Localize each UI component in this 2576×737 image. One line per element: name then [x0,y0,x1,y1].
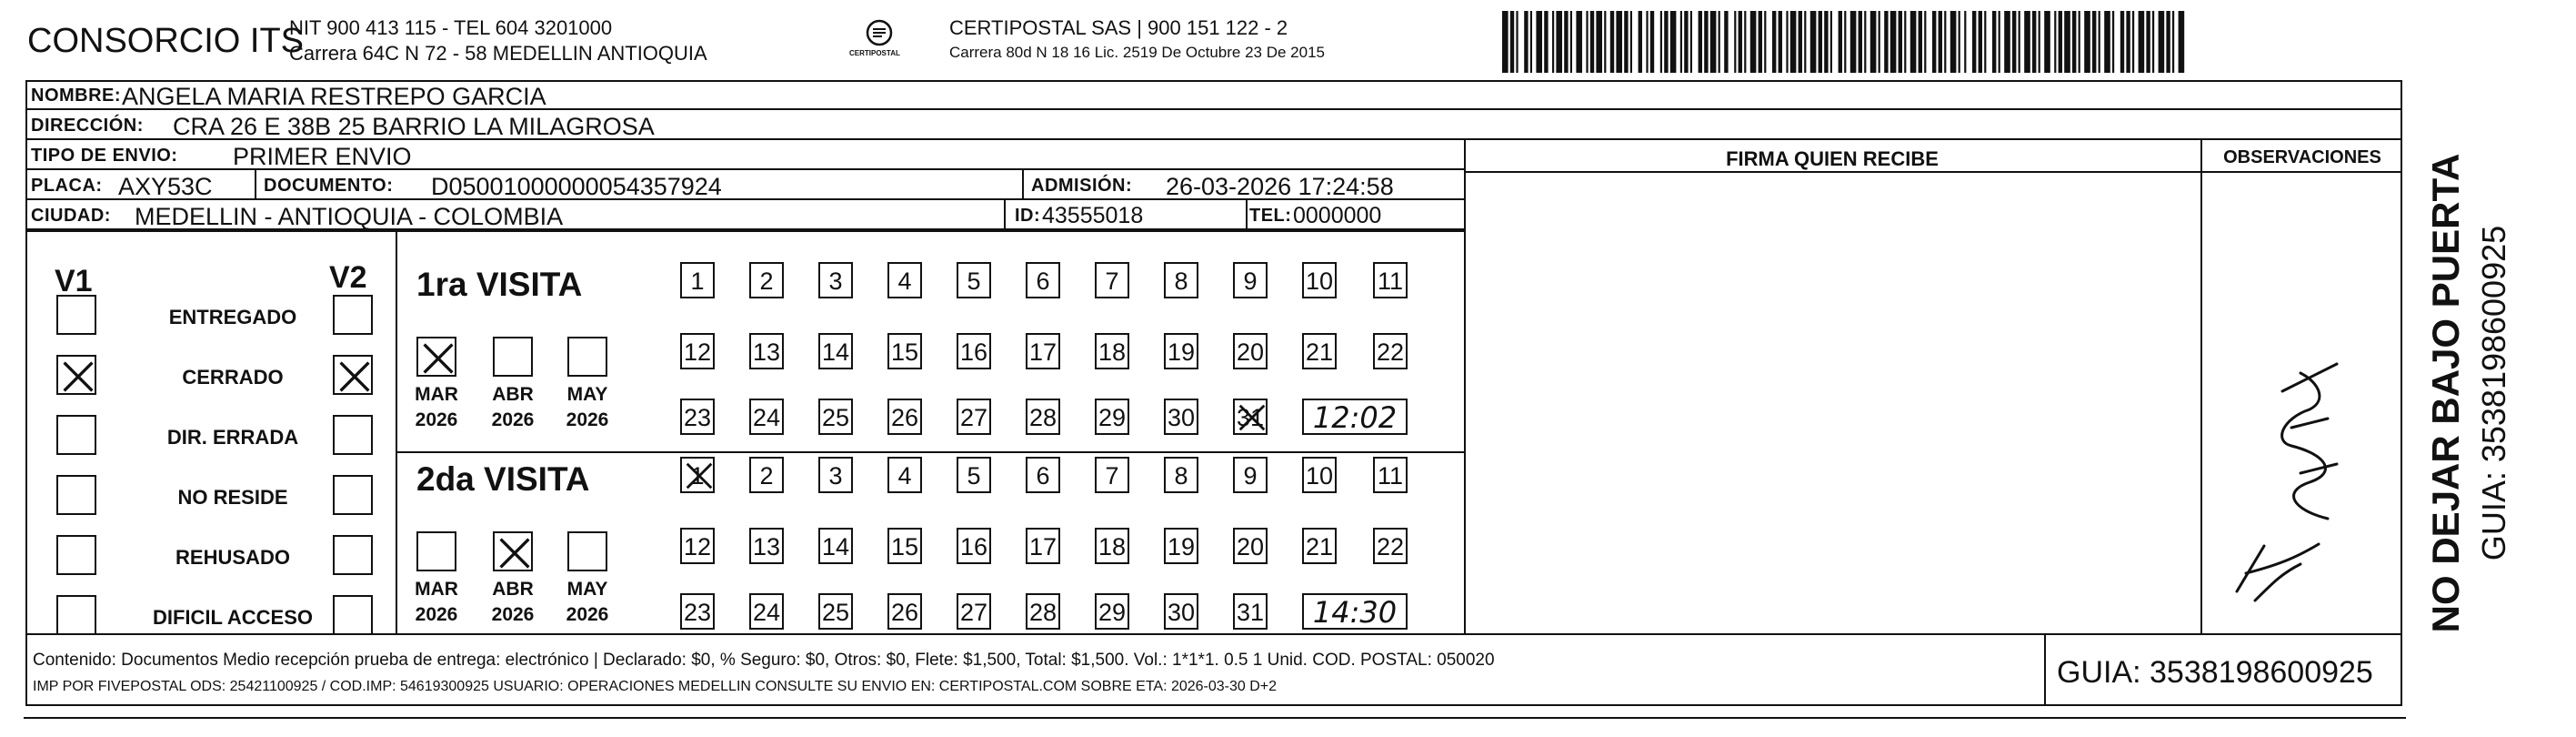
visit2-day-14[interactable]: 14 [818,528,853,564]
barcode-bar [1710,11,1717,73]
ciudad-value: MEDELLIN - ANTIOQUIA - COLOMBIA [135,203,564,230]
barcode-bar [1870,11,1877,73]
barcode-bar [1690,11,1692,73]
visit2-day-31[interactable]: 31 [1233,593,1268,630]
barcode-bar [2039,11,2040,73]
visit1-day-30[interactable]: 30 [1164,399,1198,435]
visit1-day-17[interactable]: 17 [1026,333,1060,369]
v2-checkbox-rehusado[interactable] [333,535,373,575]
barcode-bar [2179,11,2185,73]
status-label-cerrado: CERRADO [182,366,284,389]
barcode-bar [1699,11,1702,73]
visit1-day-28[interactable]: 28 [1026,399,1060,435]
visit1-day-18[interactable]: 18 [1095,333,1129,369]
visit1-day-22[interactable]: 22 [1373,333,1408,369]
visit2-day-26[interactable]: 26 [887,593,922,630]
tipo-label: TIPO DE ENVIO: [31,146,178,166]
visit2-day-18[interactable]: 18 [1095,528,1129,564]
barcode-bar [1680,11,1682,73]
barcode-bar [1884,11,1888,73]
barcode-bar [1744,11,1746,73]
visit2-day-17[interactable]: 17 [1026,528,1060,564]
company-address: Carrera 64C N 72 - 58 MEDELLIN ANTIOQUIA [289,42,707,65]
v2-label: V2 [329,260,367,295]
visit1-day-14[interactable]: 14 [818,333,853,369]
visit1-day-29[interactable]: 29 [1095,399,1129,435]
barcode-bar [2126,11,2130,73]
visit2-month-label-may: MAY 2026 [566,579,609,625]
visit2-day-7[interactable]: 7 [1095,457,1129,493]
barcode-bar [2152,11,2154,73]
side-guia: GUIA: 3538198600925 [2475,225,2512,561]
visit1-day-7[interactable]: 7 [1095,262,1129,298]
v1-checkbox-no-reside[interactable] [56,475,96,515]
placa-label: PLACA: [31,176,103,196]
barcode-bar [1972,11,1976,73]
barcode-bar [1704,11,1708,73]
visit1-day-19[interactable]: 19 [1164,333,1198,369]
visit2-day-9[interactable]: 9 [1233,457,1268,493]
barcode-bar [1779,11,1782,73]
company-nit: NIT 900 413 115 - TEL 604 3201000 [289,16,613,39]
row-tipo [27,140,1466,170]
visit1-day-31[interactable]: 31 [1233,399,1268,435]
barcode-bar [1984,11,1986,73]
v2-checkbox-no-reside[interactable] [333,475,373,515]
barcode-bar [2084,11,2090,73]
barcode-bar [1510,11,1514,73]
status-label-no-reside: NO RESIDE [177,486,288,509]
visit2-title: 2da VISITA [416,460,590,498]
row-nombre [27,80,2402,110]
barcode-bar [1890,11,1897,73]
visit2-day-16[interactable]: 16 [957,528,991,564]
barcode-bar [1660,11,1662,73]
visit1-day-27[interactable]: 27 [957,399,991,435]
visit1-day-24[interactable]: 24 [749,399,784,435]
barcode-bar [1750,11,1757,73]
handwritten-signature [2219,328,2364,619]
barcode-bar [2004,11,2010,73]
visit2-day-6[interactable]: 6 [1026,457,1060,493]
visit2-day-2[interactable]: 2 [749,457,784,493]
visit2-day-10[interactable]: 10 [1302,457,1337,493]
barcode-bar [1910,11,1917,73]
visit2-day-28[interactable]: 28 [1026,593,1060,630]
visit1-day-11[interactable]: 11 [1373,262,1408,298]
signature-field[interactable] [1468,175,2197,633]
visit2-day-22[interactable]: 22 [1373,528,1408,564]
barcode-bar [1786,11,1788,73]
barcode-bar [2112,11,2114,73]
barcode-bar [2019,11,2020,73]
barcode-bar [1950,11,1957,73]
visit2-day-19[interactable]: 19 [1164,528,1198,564]
barcode-bar [2032,11,2036,73]
barcode-bar [1819,11,1822,73]
barcode-bar [1864,11,1866,73]
barcode [1502,11,2417,73]
barcode-bar [1544,11,1548,73]
barcode-bar [1919,11,1922,73]
barcode-bar [2054,11,2056,73]
barcode-bar [1596,11,1602,73]
barcode-bar [1536,11,1542,73]
id-value: 43555018 [1042,203,1144,228]
barcode-bar [1639,11,1642,73]
barcode-bar [1844,11,1846,73]
barcode-bar [1759,11,1762,73]
barcode-bar [2132,11,2134,73]
placa-value: AXY53C [118,173,213,200]
barcode-bar [1992,11,1996,73]
visit1-day-15[interactable]: 15 [887,333,922,369]
v2-checkbox-dificil-acceso[interactable] [333,595,373,635]
barcode-bar [1684,11,1688,73]
nombre-label: NOMBRE: [31,86,122,106]
status-label-entregado: ENTREGADO [168,306,297,328]
barcode-bar [1799,11,1802,73]
barcode-bar [2120,11,2124,73]
visit1-day-21[interactable]: 21 [1302,333,1337,369]
barcode-bar [1839,11,1842,73]
footer-line2: IMP POR FIVEPOSTAL ODS: 25421100925 / COD.IMP: 54619300925 USUARIO: OPERACIONES MEDELLIN CONSULTE SU ENVIO EN: CERTIPOSTAL.COM SOBRE ETA: 2026-03-30 D+2 [33,679,1278,694]
visit1-day-5[interactable]: 5 [957,262,991,298]
fold-line [24,717,2406,719]
visit1-day-25[interactable]: 25 [818,399,853,435]
visit1-day-2[interactable]: 2 [749,262,784,298]
v1-checkbox-entregado[interactable] [56,295,96,335]
footer-guia: GUIA: 3538198600925 [2057,655,2373,690]
observaciones-header: OBSERVACIONES [2223,147,2381,167]
barcode-bar [1899,11,1902,73]
documento-value: D05001000000054357924 [431,173,722,200]
tel-label: TEL: [1249,206,1292,226]
v1-checkbox-dificil-acceso[interactable] [56,595,96,635]
direccion-value: CRA 26 E 38B 25 BARRIO LA MILAGROSA [173,113,655,140]
v2-checkbox-dir-errada[interactable] [333,415,373,455]
ciudad-label: CIUDAD: [31,206,111,226]
side-title: NO DEJAR BAJO PUERTA [2424,153,2467,633]
barcode-bar [1719,11,1720,73]
visit2-month-box-abr[interactable] [493,531,533,571]
visit1-title: 1ra VISITA [416,266,583,303]
barcode-bar [1524,11,1528,73]
barcode-bar [2079,11,2080,73]
visit1-day-1[interactable]: 1 [680,262,715,298]
barcode-bar [2139,11,2145,73]
barcode-bar [1530,11,1532,73]
barcode-bar [2064,11,2070,73]
visit2-day-27[interactable]: 27 [957,593,991,630]
v1-checkbox-cerrado[interactable] [56,355,96,395]
barcode-bar [1616,11,1622,73]
barcode-bar [1610,11,1614,73]
barcode-bar [1734,11,1736,73]
v2-checkbox-entregado[interactable] [333,295,373,335]
barcode-bar [2092,11,2096,73]
barcode-bar [1564,11,1568,73]
visit2-day-23[interactable]: 23 [680,593,715,630]
visit2-day-29[interactable]: 29 [1095,593,1129,630]
barcode-bar [1879,11,1880,73]
barcode-bar [1924,11,1926,73]
barcode-bar [1772,11,1776,73]
visit2-day-8[interactable]: 8 [1164,457,1198,493]
barcode-bar [2146,11,2150,73]
admision-value: 26-03-2026 17:24:58 [1166,173,1394,200]
barcode-bar [1964,11,1966,73]
barcode-bar [1604,11,1606,73]
footer-line1: Contenido: Documentos Medio recepción prueba de entrega: electrónico | Declarado: $0, % Seguro: $0, Otros: $0, Flete: $1,500, Total: $1,500. Vol.: 1*1*1. 0.5 1 Unid. COD. POSTAL: 050020 [33,651,1495,670]
barcode-bar [1764,11,1766,73]
nombre-value: ANGELA MARIA RESTREPO GARCIA [122,83,546,110]
barcode-bar [1850,11,1857,73]
visit2-day-20[interactable]: 20 [1233,528,1268,564]
visit1-day-8[interactable]: 8 [1164,262,1198,298]
firma-header: FIRMA QUIEN RECIBE [1726,147,1939,170]
visit1-day-16[interactable]: 16 [957,333,991,369]
barcode-bar [1944,11,1946,73]
visit2-day-15[interactable]: 15 [887,528,922,564]
barcode-bar [2059,11,2062,73]
barcode-bar [1999,11,2000,73]
visit1-day-26[interactable]: 26 [887,399,922,435]
barcode-bar [1859,11,1862,73]
visit1-day-3[interactable]: 3 [818,262,853,298]
barcode-bar [1590,11,1594,73]
barcode-bar [2159,11,2165,73]
visit2-day-5[interactable]: 5 [957,457,991,493]
status-label-rehusado: REHUSADO [175,546,290,569]
tel-value: 0000000 [1293,203,1382,228]
row-ciudad [27,200,1466,230]
courier-license: Carrera 80d N 18 16 Lic. 2519 De Octubre 23 De 2015 [949,44,1325,61]
id-label: ID: [1015,206,1041,226]
direccion-label: DIRECCIÓN: [31,116,144,136]
visit1-day-6[interactable]: 6 [1026,262,1060,298]
barcode-bar [1576,11,1582,73]
visit1-month-box-may[interactable] [567,337,607,377]
tipo-value: PRIMER ENVIO [233,143,412,170]
barcode-bar [2024,11,2030,73]
barcode-bar [1650,11,1654,73]
barcode-bar [2166,11,2170,73]
visit2-month-label-mar: MAR 2026 [415,579,458,625]
visit2-day-21[interactable]: 21 [1302,528,1337,564]
visit2-day-11[interactable]: 11 [1373,457,1408,493]
visit1-day-10[interactable]: 10 [1302,262,1337,298]
v1-checkbox-rehusado[interactable] [56,535,96,575]
visit1-day-9[interactable]: 9 [1233,262,1268,298]
barcode-bar [1556,11,1562,73]
barcode-bar [1932,11,1936,73]
visit1-time[interactable]: 12:02 [1302,399,1408,435]
visit1-day-12[interactable]: 12 [680,333,715,369]
v1-checkbox-dir-errada[interactable] [56,415,96,455]
visit1-day-23[interactable]: 23 [680,399,715,435]
visit2-day-3[interactable]: 3 [818,457,853,493]
visit1-day-13[interactable]: 13 [749,333,784,369]
barcode-bar [1664,11,1668,73]
barcode-bar [2012,11,2016,73]
visit2-day-24[interactable]: 24 [749,593,784,630]
visit1-day-20[interactable]: 20 [1233,333,1268,369]
barcode-bar [2099,11,2100,73]
v1-label: V1 [55,264,93,298]
barcode-bar [1552,11,1554,73]
barcode-bar [1502,11,1509,73]
barcode-bar [1624,11,1628,73]
visit2-time[interactable]: 14:30 [1302,593,1408,630]
barcode-bar [1630,11,1632,73]
visit2-day-12[interactable]: 12 [680,528,715,564]
visit2-day-13[interactable]: 13 [749,528,784,564]
certipostal-logo [849,16,904,62]
barcode-bar [1739,11,1742,73]
visit1-month-label-may: MAY 2026 [566,384,609,430]
company-name: CONSORCIO ITS [27,22,305,60]
barcode-bar [2104,11,2110,73]
courier-name: CERTIPOSTAL SAS | 900 151 122 - 2 [949,16,1288,39]
barcode-bar [2072,11,2076,73]
barcode-bar [1824,11,1828,73]
barcode-bar [1939,11,1942,73]
barcode-bar [1904,11,1906,73]
visit1-month-box-abr[interactable] [493,337,533,377]
visit2-day-25[interactable]: 25 [818,593,853,630]
visit2-day-30[interactable]: 30 [1164,593,1198,630]
barcode-bar [1570,11,1572,73]
visit1-month-label-mar: MAR 2026 [415,384,458,430]
visit1-day-4[interactable]: 4 [887,262,922,298]
status-label-dificil-acceso: DIFICIL ACCESO [152,606,313,629]
barcode-bar [1670,11,1677,73]
barcode-bar [1724,11,1728,73]
v2-checkbox-cerrado[interactable] [333,355,373,395]
logo-text: CERTIPOSTAL [849,49,900,57]
barcode-bar [1810,11,1817,73]
barcode-bar [1516,11,1518,73]
visit2-day-4[interactable]: 4 [887,457,922,493]
documento-label: DOCUMENTO: [264,176,394,196]
barcode-bar [1830,11,1832,73]
admision-label: ADMISIÓN: [1031,176,1133,196]
barcode-bar [2044,11,2050,73]
row-placa [27,170,1466,200]
visit2-month-box-may[interactable] [567,531,607,571]
barcode-bar [1979,11,1982,73]
visit1-month-box-mar[interactable] [416,337,456,377]
barcode-bar [1646,11,1648,73]
visit2-month-label-abr: ABR 2026 [491,579,535,625]
barcode-bar [1790,11,1797,73]
visit1-month-label-abr: ABR 2026 [491,384,535,430]
visit2-month-box-mar[interactable] [416,531,456,571]
row-direccion [27,110,2402,140]
barcode-bar [2172,11,2174,73]
barcode-bar [1804,11,1806,73]
barcode-bar [1586,11,1588,73]
visit2-day-1[interactable]: 1 [680,457,715,493]
barcode-bar [1959,11,1960,73]
status-label-dir-errada: DIR. ERRADA [166,426,299,449]
